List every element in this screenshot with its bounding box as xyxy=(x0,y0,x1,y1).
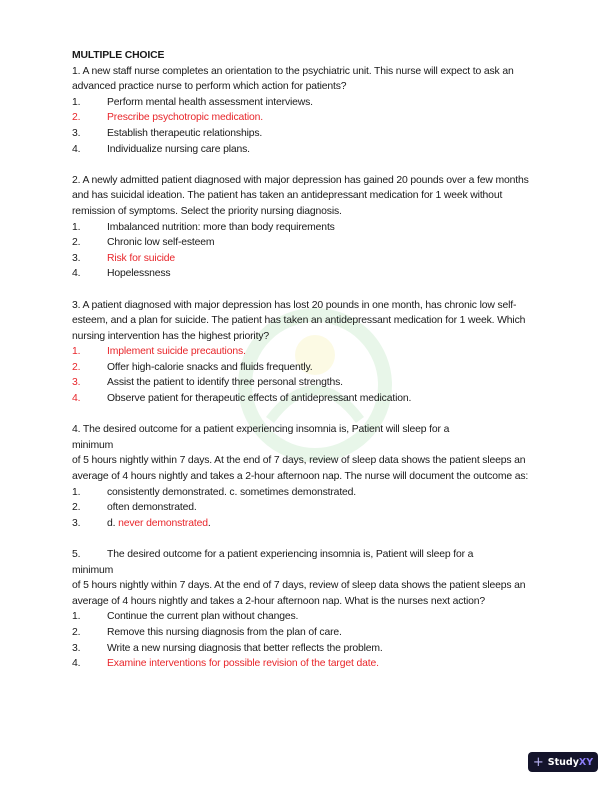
question-number: 5. xyxy=(72,549,81,560)
option-text: Continue the current plan without changes. xyxy=(107,611,299,623)
question-stem-text: The desired outcome for a patient experiencing insomnia is, Patient will sleep for a xyxy=(107,549,474,560)
question-3 xyxy=(72,298,542,407)
option-number: 2. xyxy=(72,502,81,514)
option-text: Individualize nursing care plans. xyxy=(107,143,250,155)
option-2 xyxy=(72,625,542,641)
option-2-correct xyxy=(72,110,542,126)
option-number: 2. xyxy=(72,237,81,249)
option-number: 2. xyxy=(72,112,81,124)
option-4 xyxy=(72,142,542,158)
question-stem: 3. A patient diagnosed with major depression has lost 20 pounds in one month, has chronic low self-esteem, and a plan for suicide. The patient has taken an antidepressant medication for 1 week. Which nursing intervention has the highest priority? xyxy=(72,299,526,342)
option-text: Perform mental health assessment interviews. xyxy=(107,96,313,108)
option-text: Write a new nursing diagnosis that better reflects the problem. xyxy=(107,642,383,654)
option-text: Risk for suicide xyxy=(107,252,176,264)
option-number: 4. xyxy=(72,143,81,155)
option-prefix: d. xyxy=(107,517,119,529)
option-3-correct xyxy=(72,251,542,267)
option-2 xyxy=(72,360,542,376)
option-text: Prescribe psychotropic medication. xyxy=(107,112,264,124)
option-number: 4. xyxy=(72,268,81,280)
option-number: 2. xyxy=(72,626,81,638)
option-number: 3. xyxy=(72,252,81,264)
option-number: 1. xyxy=(72,611,81,623)
question-stem: 2. A newly admitted patient diagnosed with major depression has gained 20 pounds over a few months and has suicidal ideation. The patient has taken an antidepressant medication for 1 week without remission of symptoms. Select the priority nursing diagnosis. xyxy=(72,174,529,217)
question-stem-line1: 4. The desired outcome for a patient experiencing insomnia is, Patient will sleep for a xyxy=(72,424,450,436)
option-text: Remove this nursing diagnosis from the plan of care. xyxy=(107,626,342,638)
option-number: 2. xyxy=(72,361,81,373)
question-5 xyxy=(72,547,542,672)
question-stem-line2: minimum xyxy=(72,564,114,576)
option-text: Establish therapeutic relationships. xyxy=(107,127,263,139)
plus-icon: + xyxy=(532,754,544,770)
option-text: never demonstrated xyxy=(118,517,208,529)
brand-xy: XY xyxy=(578,756,594,768)
option-text: consistently demonstrated. c. sometimes demonstrated. xyxy=(107,486,357,498)
option-number: 3. xyxy=(72,517,81,529)
option-number: 4. xyxy=(72,393,81,405)
option-text: Chronic low self-esteem xyxy=(107,237,215,249)
option-number: 1. xyxy=(72,96,81,108)
option-2 xyxy=(72,235,542,251)
option-1 xyxy=(72,95,542,111)
question-stem-rest: of 5 hours nightly within 7 days. At the end of 7 days, review of sleep data shows the patient sleeps an average of 4 hours nightly and takes a 2-hour afternoon nap. The nurse will document the outcome as: xyxy=(72,455,529,483)
question-stem-rest: of 5 hours nightly within 7 days. At the end of 7 days, review of sleep data shows the patient sleeps an average of 4 hours nightly and takes a 2-hour afternoon nap. What is the nurses next action? xyxy=(72,580,526,607)
option-4 xyxy=(72,391,542,407)
option-text: often demonstrated. xyxy=(107,502,197,514)
option-text: Assist the patient to identify three personal strengths. xyxy=(107,377,343,389)
option-number: 3. xyxy=(72,377,81,389)
option-3-correct xyxy=(72,516,542,532)
option-text: Imbalanced nutrition: more than body requirements xyxy=(107,221,335,233)
option-suffix: . xyxy=(207,517,211,529)
option-text: Examine interventions for possible revision of the target date. xyxy=(107,658,379,670)
option-text: Offer high-calorie snacks and fluids frequently. xyxy=(107,361,313,373)
option-4 xyxy=(72,266,542,282)
option-1 xyxy=(72,220,542,236)
question-stem: 1. A new staff nurse completes an orientation to the psychiatric unit. This nurse will expect to ask an advanced practice nurse to perform which action for patients? xyxy=(72,65,514,93)
question-4 xyxy=(72,422,542,531)
option-3 xyxy=(72,375,542,391)
option-text: Hopelessness xyxy=(107,268,171,280)
option-number: 1. xyxy=(72,346,81,358)
option-number: 3. xyxy=(72,127,81,139)
option-number: 1. xyxy=(72,221,81,233)
question-1 xyxy=(72,64,542,158)
option-1 xyxy=(72,485,542,501)
document-page xyxy=(72,48,542,687)
option-number: 4. xyxy=(72,658,81,670)
option-number: 3. xyxy=(72,642,81,654)
option-1-correct xyxy=(72,344,542,360)
question-2 xyxy=(72,173,542,282)
option-text: Observe patient for therapeutic effects of antidepressant medication. xyxy=(107,393,412,405)
option-3 xyxy=(72,641,542,657)
studyxy-badge[interactable] xyxy=(528,752,598,772)
option-1 xyxy=(72,609,542,625)
section-heading: MULTIPLE CHOICE xyxy=(72,50,165,61)
option-text: Implement suicide precautions. xyxy=(107,346,246,358)
question-stem-line1 xyxy=(72,547,542,563)
brand-name xyxy=(548,757,593,768)
option-2 xyxy=(72,500,542,516)
brand-study: Study xyxy=(547,756,579,768)
option-3 xyxy=(72,126,542,142)
option-number: 1. xyxy=(72,486,81,498)
option-4-correct xyxy=(72,656,542,672)
question-stem-line2: minimum xyxy=(72,439,114,451)
